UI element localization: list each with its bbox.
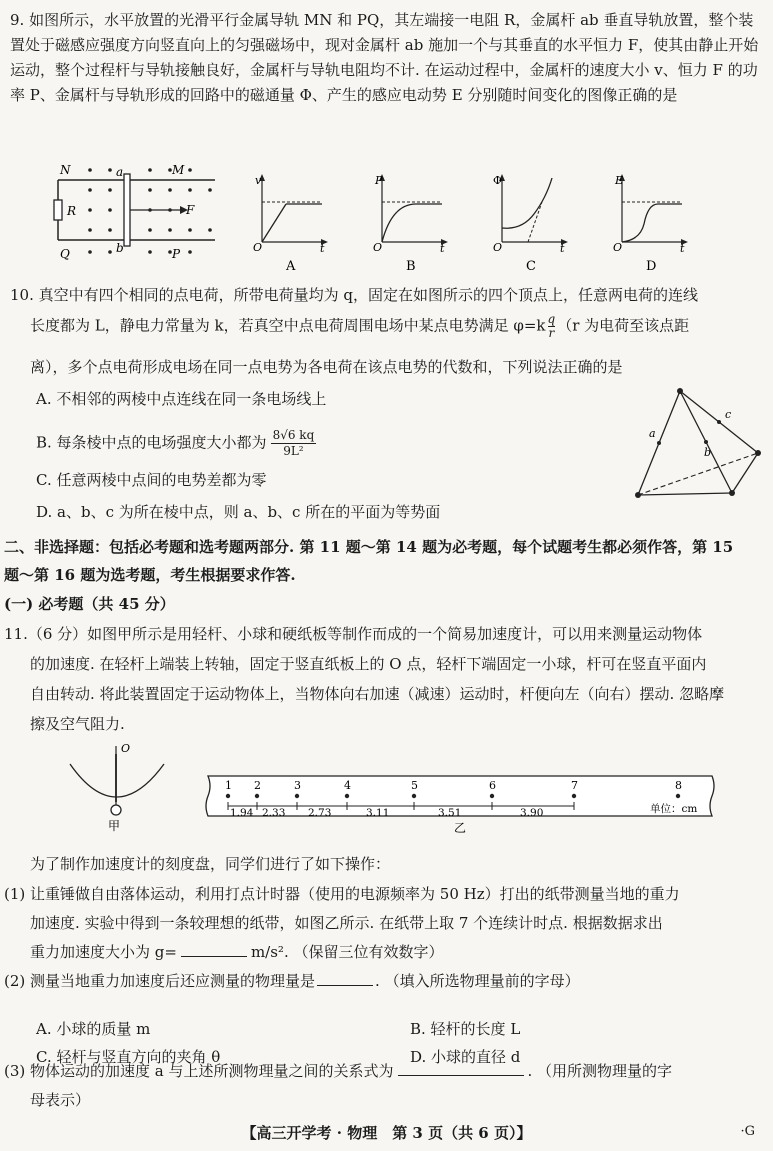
section2-subheading: (一) 必考题（共 45 分） — [4, 595, 175, 613]
q11-step2-b: . （填入所选物理量前的字母） — [375, 972, 580, 990]
page-footer: 【高三开学考 · 物理 第 3 页（共 6 页）】 — [241, 1124, 532, 1142]
q11-option-A: A. 小球的质量 m — [36, 1020, 151, 1038]
q11-line1: 11.（6 分）如图甲所示是用轻杆、小球和硬纸板等制作而成的一个简易加速度计，可以用来测量运动物体 — [4, 625, 703, 643]
q10-label-b: b — [704, 446, 712, 459]
q11-step1-line3 — [30, 940, 773, 965]
tape-dist-4-5: 3.11 — [366, 807, 390, 819]
tape-dist-1-2: 1.94 — [230, 807, 254, 819]
tape-point-8: 8 — [675, 779, 682, 792]
graph-D-origin: O — [613, 241, 623, 254]
q10-option-B-num: 8√6 kq — [272, 428, 315, 442]
graph-D-yaxis-label: E — [615, 174, 624, 187]
tape-dist-3-4: 2.73 — [308, 807, 332, 819]
label-b: b — [116, 241, 124, 255]
graph-A-yaxis-label: v — [255, 174, 262, 187]
graph-B-yaxis-label: P — [375, 174, 383, 187]
label-R: R — [67, 204, 77, 218]
q10-label-c: c — [725, 408, 732, 421]
tape-unit: 单位：cm — [650, 803, 698, 815]
q11-step3-line2: 母表示） — [30, 1091, 91, 1109]
q10-option-A: A. 不相邻的两棱中点连线在同一条电场线上 — [36, 390, 327, 408]
label-M: M — [172, 163, 185, 177]
q10-option-B — [36, 428, 316, 459]
q11-option-C: C. 轻杆与竖直方向的夹角 θ — [36, 1048, 221, 1066]
graph-A-origin: O — [253, 241, 263, 254]
jia-caption: 甲 — [108, 819, 121, 832]
q11-line3: 自由转动. 将此装置固定于运动物体上，当物体向右加速（减速）运动时，杆便向左（向右）摆动. 忽略摩 — [30, 685, 725, 703]
q10-label-a: a — [649, 427, 656, 440]
q11-line4: 擦及空气阻力. — [30, 715, 125, 733]
q11-option-B: B. 轻杆的长度 L — [410, 1020, 521, 1038]
tape-point-2: 2 — [254, 779, 261, 792]
q11-step1-line1: (1) 让重锤做自由落体运动，利用打点计时器（使用的电源频率为 50 Hz）打出的纸带测量当地的重力 — [4, 885, 680, 903]
tape-dist-6-7: 3.90 — [520, 807, 544, 819]
q11-intro: 为了制作加速度计的刻度盘，同学们进行了如下操作： — [30, 855, 391, 873]
corner-mark: ·G — [740, 1124, 755, 1139]
q11-step2 — [4, 969, 756, 994]
graph-B-letter: B — [406, 259, 416, 272]
q9-text: 9. 如图所示，水平放置的光滑平行金属导轨 MN 和 PQ，其左端接一电阻 R，金属杆 ab 垂直导轨放置，整个装置处于磁感应强度方向竖直向上的匀强磁场中，现对金属杆 ab 施加一个与其垂直的水平恒力 F，使其由静止开始运动，整个过程杆与导轨接触良好，金属杆与导轨电阻均不计. 在运动过程中，金属杆的速度大小 v、恒力 F 的功率 P、金属杆与导轨形成的回路中的磁通量 Φ、产生的感应电动势 E 分别随时间变化的图像正确的是 — [10, 11, 759, 104]
graph-A-xaxis-label: t — [320, 242, 325, 255]
q10-line3: 离），多个点电荷形成电场在同一点电势为各电荷在该点电势的代数和，下列说法正确的是 — [30, 358, 623, 376]
q11-step3-b: . （用所测物理量的字 — [527, 1062, 673, 1080]
tape-dist-2-3: 2.33 — [262, 807, 286, 819]
q9-graph-A — [250, 172, 330, 272]
q11-figure-yi-tape — [200, 772, 720, 834]
q10-line2-b: （r 为电荷至该点距 — [557, 316, 690, 335]
tape-dist-5-6: 3.51 — [438, 807, 462, 819]
graph-C-letter: C — [526, 259, 536, 272]
q11-step3 — [4, 1059, 756, 1084]
tape-point-4: 4 — [344, 779, 351, 792]
answer-blank-formula[interactable] — [398, 1061, 524, 1076]
q10-line2-a: 长度都为 L，静电力常量为 k，若真空中点电荷周围电场中某点电势满足 φ=k — [30, 316, 546, 335]
tape-point-6: 6 — [489, 779, 496, 792]
q10-option-C: C. 任意两棱中点间的电势差都为零 — [36, 471, 267, 489]
graph-B-xaxis-label: t — [440, 242, 445, 255]
tape-point-3: 3 — [294, 779, 301, 792]
q10-line2 — [30, 313, 773, 340]
answer-blank-g[interactable] — [181, 942, 247, 957]
graph-C-xaxis-label: t — [560, 242, 565, 255]
q10-fraction-den: r — [548, 326, 555, 340]
q9-graph-C — [490, 172, 570, 272]
q9-rail-figure — [50, 162, 220, 267]
label-N: N — [60, 163, 71, 177]
tape-point-1: 1 — [225, 779, 232, 792]
graph-D-letter: D — [646, 259, 657, 272]
q11-figure-jia — [68, 740, 178, 832]
q10-option-D: D. a、b、c 为所在棱中点，则 a、b、c 所在的平面为等势面 — [36, 503, 441, 521]
answer-blank-quantity[interactable] — [317, 971, 373, 986]
tape-point-5: 5 — [411, 779, 418, 792]
q10-tetrahedron-figure — [630, 385, 765, 510]
tape-point-7: 7 — [571, 779, 578, 792]
q10-potential-fraction — [548, 313, 556, 340]
q11-step3-a: (3) 物体运动的加速度 a 与上述所测物理量之间的关系式为 — [4, 1062, 394, 1080]
q10-option-B-den: 9L² — [283, 444, 304, 458]
q10-option-B-text: B. 每条棱中点的电场强度大小都为 — [36, 433, 267, 452]
label-P: P — [172, 247, 181, 261]
label-a: a — [116, 165, 124, 179]
section2-line2: 题～第 16 题为选考题，考生根据要求作答. — [4, 566, 296, 584]
q11-line2: 的加速度. 在轻杆上端装上转轴，固定于竖直纸板上的 O 点，轻杆下端固定一小球，杆可在竖直平面内 — [30, 655, 707, 673]
jia-label-O: O — [121, 742, 131, 755]
graph-C-yaxis-label: Φ — [493, 174, 503, 187]
section2-line1: 二、非选择题：包括必考题和选考题两部分. 第 11 题～第 14 题为必考题，每个试题考生都必须作答，第 15 — [4, 538, 734, 556]
q10-line1: 10. 真空中有四个相同的点电荷，所带电荷量均为 q，固定在如图所示的四个顶点上，任意两电荷的连线 — [10, 286, 698, 304]
graph-C-origin: O — [493, 241, 503, 254]
graph-A-letter: A — [286, 259, 296, 272]
q11-step2-a: (2) 测量当地重力加速度后还应测量的物理量是 — [4, 972, 316, 990]
q11-option-D: D. 小球的直径 d — [410, 1048, 521, 1066]
q11-step1-line3-b: m/s². （保留三位有效数字） — [250, 943, 444, 961]
graph-B-origin: O — [373, 241, 383, 254]
q9-graph-B — [370, 172, 450, 272]
q10-option-B-fraction — [271, 428, 317, 459]
q11-step1-line2: 加速度. 实验中得到一条较理想的纸带，如图乙所示. 在纸带上取 7 个连续计时点. 根据数据求出 — [30, 914, 663, 932]
yi-caption: 乙 — [454, 821, 467, 834]
q10-fraction-num: q — [547, 312, 556, 326]
label-F: F — [186, 203, 195, 217]
graph-D-xaxis-label: t — [680, 242, 685, 255]
label-Q: Q — [60, 247, 70, 261]
q9-graph-D — [610, 172, 690, 272]
q11-step1-line3-a: 重力加速度大小为 g= — [30, 943, 177, 961]
